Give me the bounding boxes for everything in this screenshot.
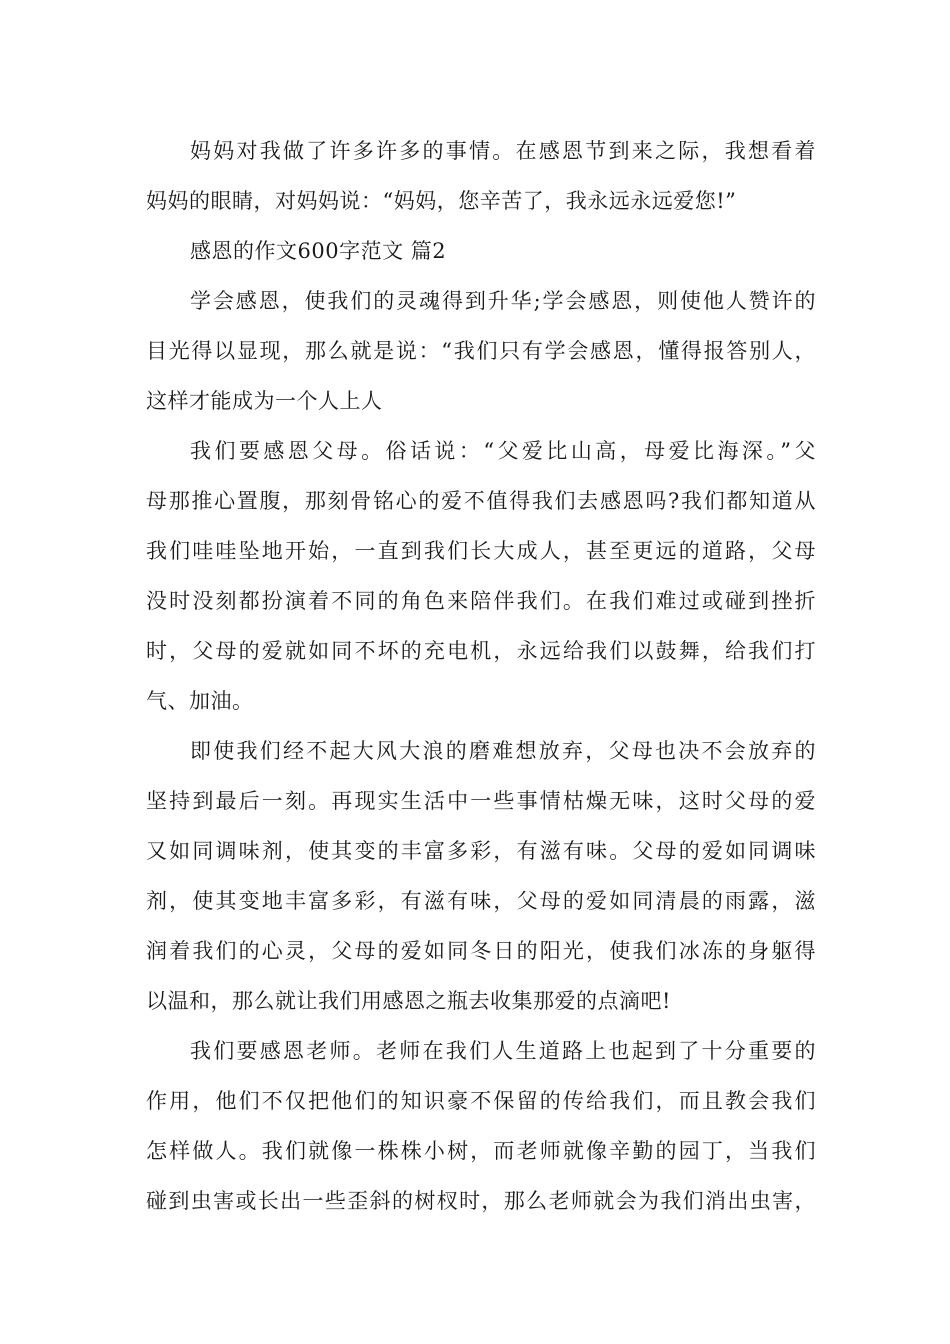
- text-line: 学会感恩，使我们的灵魂得到升华;学会感恩，则使他人赞许的: [190, 289, 816, 313]
- text-line: 气、加油。: [146, 689, 254, 713]
- text-line: 没时没刻都扮演着不同的角色来陪伴我们。在我们难过或碰到挫折: [146, 589, 816, 613]
- text-line: 我们要感恩父母。俗话说：“父爱比山高，母爱比海深。”父: [190, 439, 816, 463]
- text-line: 这样才能成为一个人上人: [146, 389, 383, 413]
- text-line: 我们要感恩老师。老师在我们人生道路上也起到了十分重要的: [190, 1039, 816, 1063]
- text-line: 即使我们经不起大风大浪的磨难想放弃，父母也决不会放弃的: [190, 739, 816, 763]
- text-line: 以温和，那么就让我们用感恩之瓶去收集那爱的点滴吧!: [146, 989, 671, 1013]
- text-line: 母那推心置腹，那刻骨铭心的爱不值得我们去感恩吗?我们都知道从: [146, 489, 816, 513]
- text-line: 时，父母的爱就如同不坏的充电机，永远给我们以鼓舞，给我们打: [146, 639, 816, 663]
- text-line: 怎样做人。我们就像一株株小树，而老师就像辛勤的园丁，当我们: [146, 1139, 816, 1163]
- text-line: 目光得以显现，那么就是说：“我们只有学会感恩，懂得报答别人，: [146, 339, 816, 363]
- text-line: 又如同调味剂，使其变的丰富多彩，有滋有味。父母的爱如同调味: [146, 839, 816, 863]
- text-line: 坚持到最后一刻。再现实生活中一些事情枯燥无味，这时父母的爱: [146, 789, 816, 813]
- text-line: 作用，他们不仅把他们的知识豪不保留的传给我们，而且教会我们: [146, 1089, 816, 1113]
- text-line: 碰到虫害或长出一些歪斜的树杈时，那么老师就会为我们消出虫害，: [146, 1189, 816, 1213]
- section-heading: 感恩的作文600字范文 篇2: [190, 239, 447, 263]
- text-line: 润着我们的心灵，父母的爱如同冬日的阳光，使我们冰冻的身躯得: [146, 939, 816, 963]
- text-line: 剂，使其变地丰富多彩，有滋有味，父母的爱如同清晨的雨露，滋: [146, 889, 816, 913]
- text-line: 妈妈对我做了许多许多的事情。在感恩节到来之际，我想看着: [190, 139, 816, 163]
- text-line: 妈妈的眼睛，对妈妈说：“妈妈，您辛苦了，我永远永远爱您!”: [146, 189, 737, 213]
- text-line: 我们哇哇坠地开始，一直到我们长大成人，甚至更远的道路，父母: [146, 539, 816, 563]
